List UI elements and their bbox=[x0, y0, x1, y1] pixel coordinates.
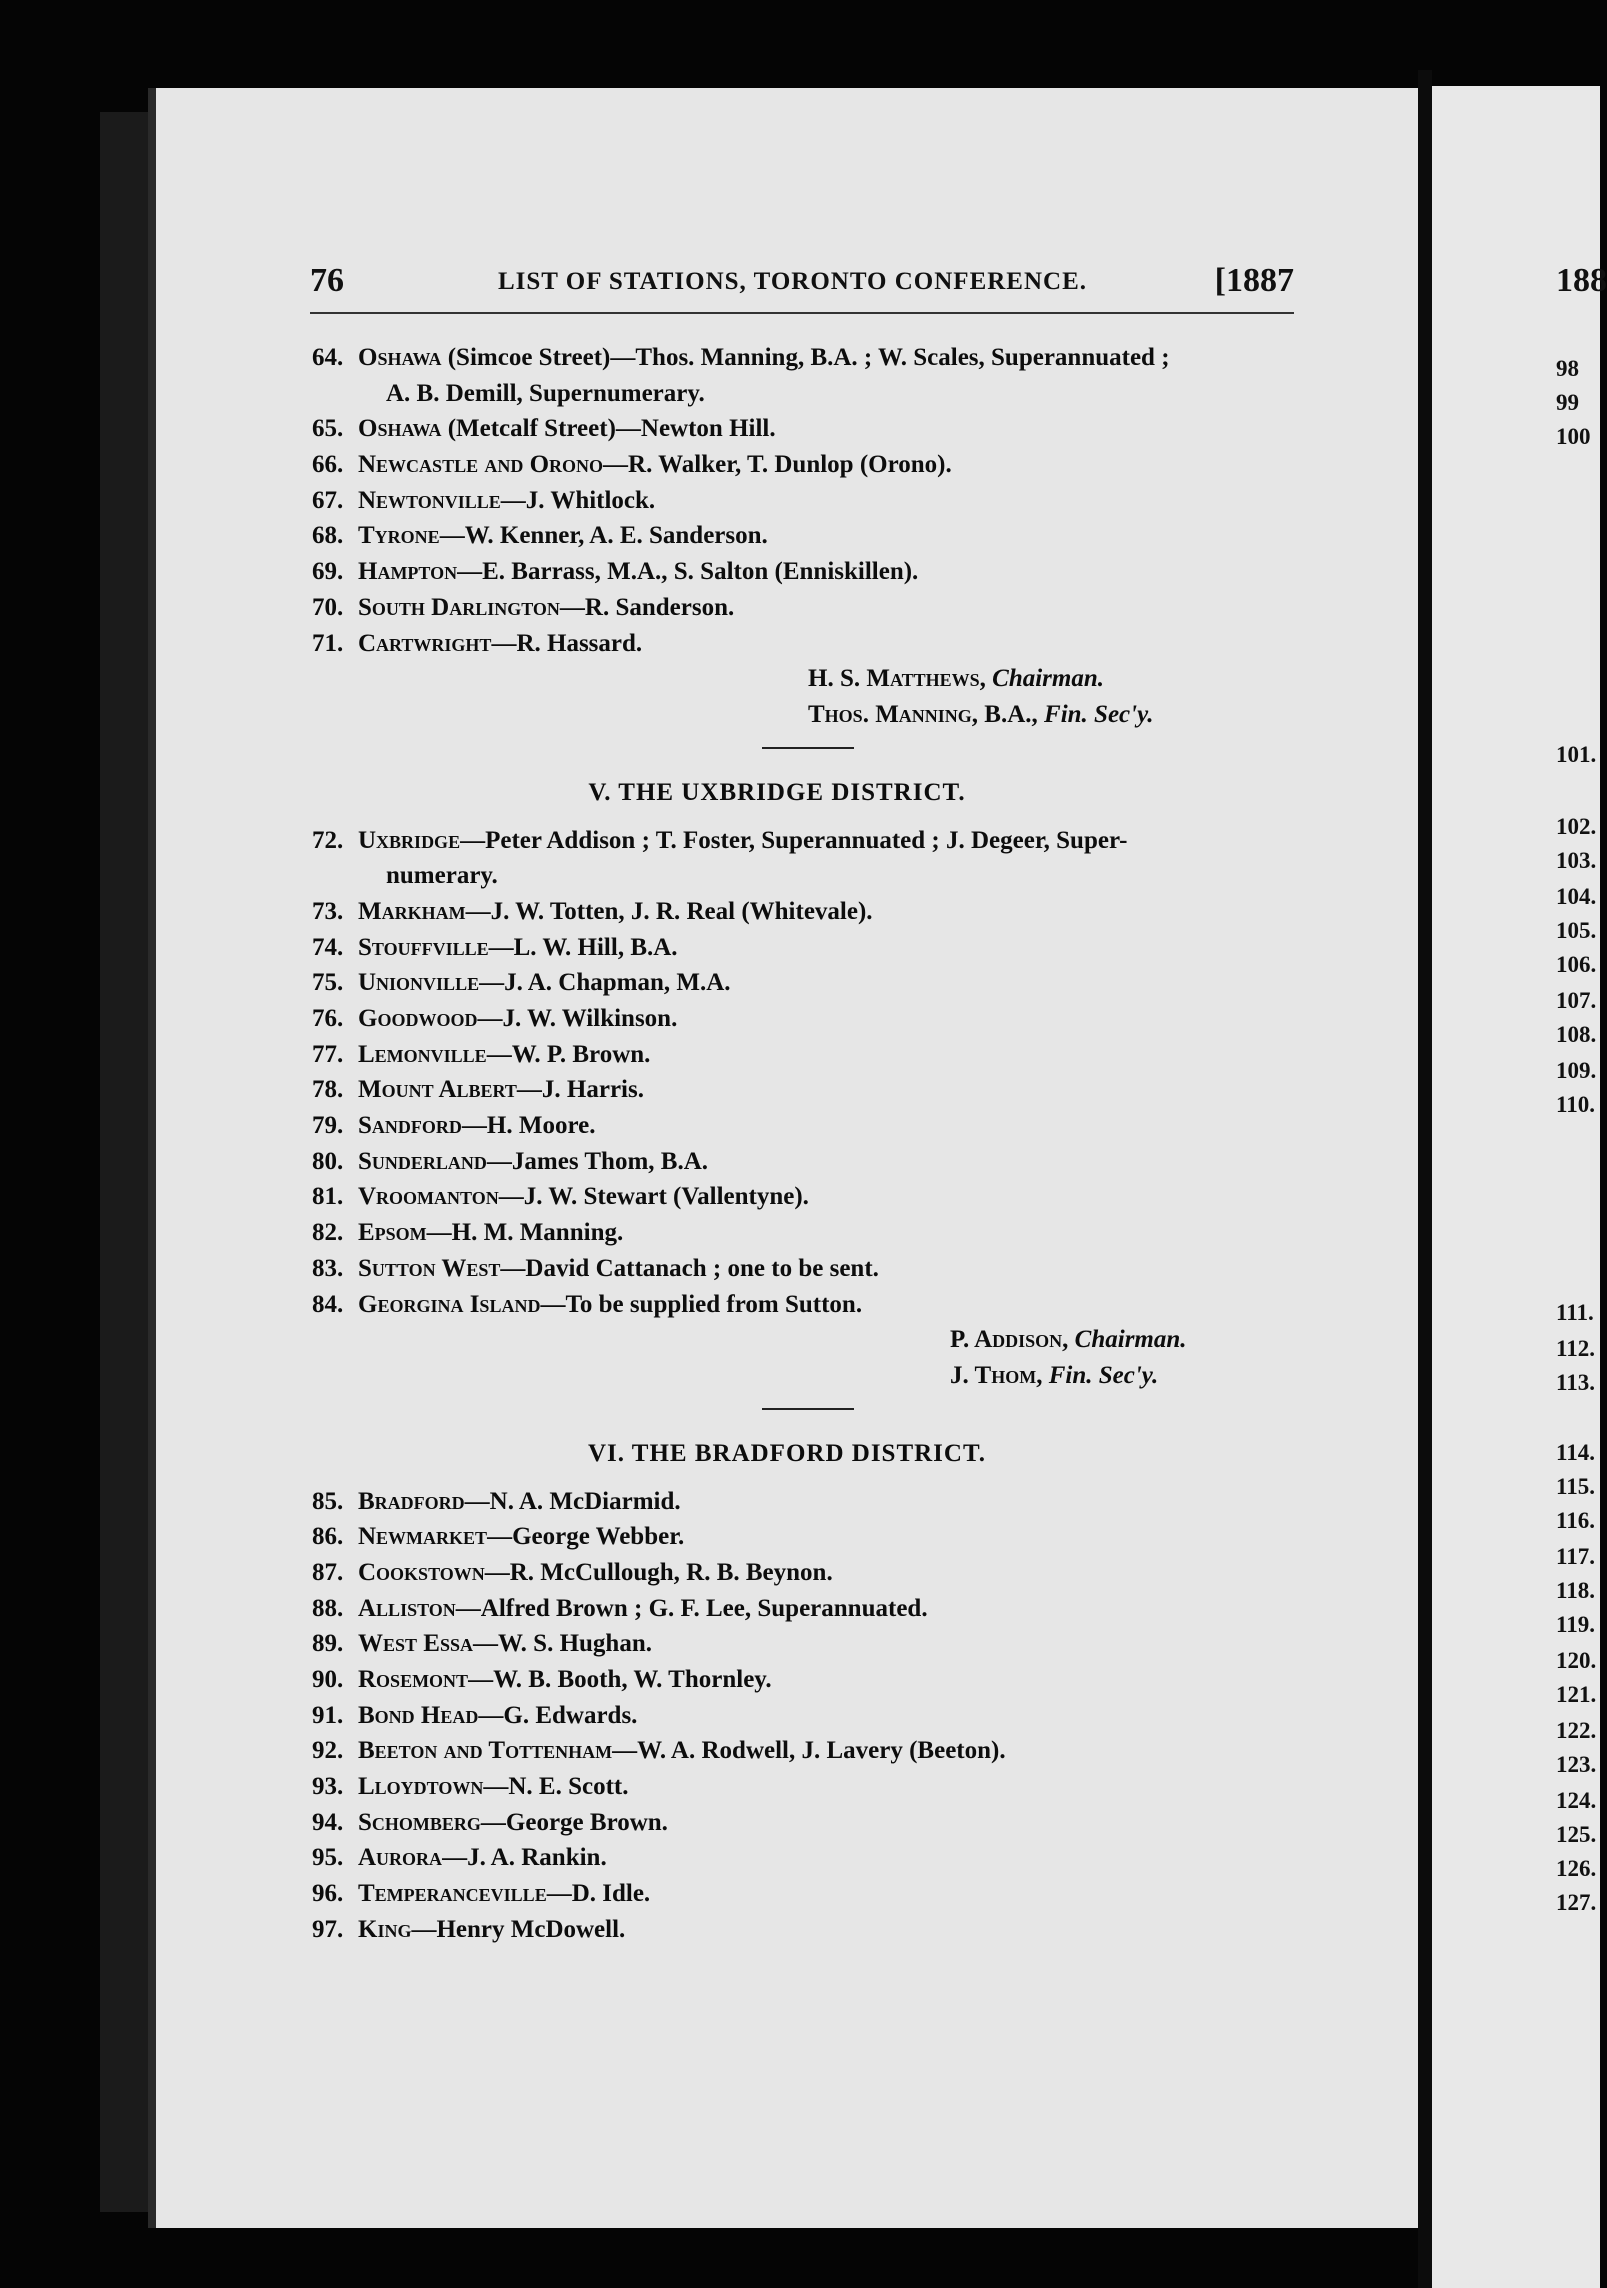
station-name: Aurora bbox=[358, 1844, 443, 1872]
station-entry bbox=[312, 823, 1302, 859]
station-ministers: —David Cattanach ; one to be sent. bbox=[500, 1254, 879, 1282]
station-number: 68. bbox=[312, 522, 344, 550]
station-name: Markham bbox=[358, 897, 466, 925]
station-ministers: —J. A. Chapman, M.A. bbox=[479, 969, 731, 997]
station-name: Cartwright bbox=[358, 629, 492, 657]
right-page-entry-number: 116. bbox=[1556, 1508, 1595, 1533]
station-number: 81. bbox=[312, 1183, 344, 1211]
station-entry bbox=[312, 1144, 1302, 1180]
section-separator bbox=[312, 733, 1302, 763]
station-name: King bbox=[358, 1915, 412, 1943]
station-entry bbox=[312, 590, 1302, 626]
continuation-text: A. B. Demill, Supernumerary. bbox=[386, 379, 705, 407]
entry-continuation bbox=[312, 858, 1302, 894]
station-number: 84. bbox=[312, 1290, 344, 1318]
right-page-entry-number: 98 bbox=[1556, 356, 1579, 381]
right-page-entry-number: 125. bbox=[1556, 1822, 1597, 1847]
right-page-entry-number: 113. bbox=[1556, 1370, 1595, 1395]
station-name: Bradford bbox=[358, 1487, 465, 1515]
stations-list bbox=[312, 340, 1302, 1948]
station-name: Newtonville bbox=[358, 486, 501, 514]
station-number: 89. bbox=[312, 1630, 344, 1658]
station-ministers: —Alfred Brown ; G. F. Lee, Superannuated. bbox=[455, 1594, 928, 1622]
station-number: 86. bbox=[312, 1523, 344, 1551]
district-4-entries bbox=[312, 340, 1302, 661]
entry-continuation bbox=[312, 376, 1302, 412]
station-entry bbox=[312, 1484, 1302, 1520]
section-separator bbox=[312, 1394, 1302, 1424]
right-page-entry-number: 119. bbox=[1556, 1612, 1595, 1637]
right-page-entry-number: 118. bbox=[1556, 1578, 1595, 1603]
right-page-entry-number: 110. bbox=[1556, 1092, 1595, 1117]
station-number: 77. bbox=[312, 1040, 344, 1068]
station-number: 71. bbox=[312, 629, 344, 657]
station-ministers: —D. Idle. bbox=[546, 1880, 651, 1908]
station-number: 67. bbox=[312, 486, 344, 514]
book-edge bbox=[100, 112, 150, 2212]
right-page-entry-number: 112. bbox=[1556, 1336, 1595, 1361]
right-page-entry-number: 107. bbox=[1556, 988, 1597, 1013]
right-page-entry-number: 104. bbox=[1556, 884, 1597, 909]
station-entry bbox=[312, 1912, 1302, 1948]
station-number: 95. bbox=[312, 1844, 344, 1872]
station-entry bbox=[312, 965, 1302, 1001]
district-5-entries bbox=[312, 823, 1302, 1323]
right-page-entry-number: 123. bbox=[1556, 1752, 1597, 1777]
station-ministers: —N. A. McDiarmid. bbox=[464, 1487, 681, 1515]
station-name: West Essa bbox=[358, 1630, 473, 1658]
station-name: Goodwood bbox=[358, 1005, 478, 1032]
station-name: Stouffville bbox=[358, 933, 489, 961]
station-number: 85. bbox=[312, 1487, 344, 1515]
page-number: 76 bbox=[310, 262, 344, 299]
station-entry bbox=[312, 483, 1302, 519]
station-ministers: —W. Kenner, A. E. Sanderson. bbox=[439, 522, 768, 550]
right-page-entry-number: 122. bbox=[1556, 1718, 1597, 1743]
secretary-signature-4: Thos. Manning, B.A., Fin. Sec'y. bbox=[808, 700, 1154, 728]
right-page-entry-number: 117. bbox=[1556, 1544, 1595, 1569]
station-ministers: (Simcoe Street)—Thos. Manning, B.A. ; W. Scales, Superannuated ; bbox=[441, 344, 1170, 371]
station-name: Mount Albert bbox=[358, 1076, 517, 1104]
station-number: 74. bbox=[312, 933, 344, 961]
right-page-entry-number: 105. bbox=[1556, 918, 1597, 943]
station-entry bbox=[312, 626, 1302, 662]
station-entry bbox=[312, 1555, 1302, 1591]
station-number: 75. bbox=[312, 969, 344, 997]
station-name: Oshawa bbox=[358, 415, 442, 443]
station-ministers: —G. Edwards. bbox=[478, 1701, 638, 1729]
district-heading-uxbridge: V. THE UXBRIDGE DISTRICT. bbox=[588, 778, 966, 806]
station-number: 90. bbox=[312, 1666, 344, 1693]
station-ministers: —J. W. Wilkinson. bbox=[477, 1005, 678, 1032]
chairman-signature-4: H. S. Matthews, Chairman. bbox=[808, 665, 1104, 693]
continuation-text: numerary. bbox=[386, 862, 498, 890]
station-ministers: —George Brown. bbox=[480, 1808, 668, 1836]
station-entry bbox=[312, 930, 1302, 966]
station-number: 82. bbox=[312, 1219, 344, 1247]
station-ministers: —J. A. Rankin. bbox=[442, 1844, 607, 1872]
station-number: 65. bbox=[312, 415, 344, 443]
station-name: Sandford bbox=[358, 1112, 462, 1140]
station-ministers: —H. Moore. bbox=[461, 1112, 596, 1140]
right-page-entry-number: 115. bbox=[1556, 1474, 1595, 1499]
secretary-signature-5: J. Thom, Fin. Sec'y. bbox=[950, 1361, 1159, 1389]
page-header bbox=[310, 262, 1294, 302]
station-number: 94. bbox=[312, 1808, 344, 1836]
station-ministers: —L. W. Hill, B.A. bbox=[488, 933, 678, 961]
station-name: South Darlington bbox=[358, 593, 560, 621]
station-entry bbox=[312, 1840, 1302, 1876]
right-page-entry-number: 127. bbox=[1556, 1890, 1597, 1915]
station-number: 69. bbox=[312, 558, 344, 586]
station-entry bbox=[312, 1591, 1302, 1627]
station-number: 76. bbox=[312, 1005, 344, 1032]
right-page-entry-number: 102. bbox=[1556, 814, 1597, 839]
page-title: LIST OF STATIONS, TORONTO CONFERENCE. bbox=[498, 268, 1088, 295]
right-page-numbers bbox=[1556, 0, 1607, 2288]
header-rule bbox=[310, 312, 1294, 314]
station-name: Lloydtown bbox=[358, 1773, 484, 1801]
station-name: Cookstown bbox=[358, 1558, 485, 1586]
station-ministers: —To be supplied from Sutton. bbox=[540, 1290, 863, 1318]
station-ministers: —Henry McDowell. bbox=[411, 1915, 626, 1943]
right-page-entry-number: 101. bbox=[1556, 742, 1597, 767]
station-name: Newmarket bbox=[358, 1523, 488, 1551]
station-number: 92. bbox=[312, 1737, 344, 1765]
station-number: 91. bbox=[312, 1701, 344, 1729]
station-ministers: —R. Hassard. bbox=[491, 629, 643, 657]
station-number: 88. bbox=[312, 1594, 344, 1622]
station-name: Sunderland bbox=[358, 1147, 487, 1175]
station-ministers: —J. W. Stewart (Vallentyne). bbox=[498, 1183, 809, 1211]
station-ministers: —N. E. Scott. bbox=[483, 1773, 629, 1801]
station-ministers: —James Thom, B.A. bbox=[486, 1147, 709, 1175]
station-ministers: —R. Walker, T. Dunlop (Orono). bbox=[603, 451, 952, 479]
station-entry bbox=[312, 1876, 1302, 1912]
station-ministers: —J. Harris. bbox=[516, 1076, 644, 1104]
station-number: 70. bbox=[312, 593, 344, 621]
right-page-entry-number: 121. bbox=[1556, 1682, 1597, 1707]
station-number: 72. bbox=[312, 826, 344, 854]
right-page-entry-number: 100 bbox=[1556, 424, 1591, 449]
station-entry bbox=[312, 1108, 1302, 1144]
right-page-entry-number: 109. bbox=[1556, 1058, 1597, 1083]
station-name: Sutton West bbox=[358, 1254, 501, 1282]
station-entry bbox=[312, 411, 1302, 447]
station-name: Epsom bbox=[358, 1219, 427, 1247]
right-page-entry-number: 120. bbox=[1556, 1648, 1597, 1673]
station-entry bbox=[312, 1072, 1302, 1108]
station-name: Beeton and Tottenham bbox=[358, 1737, 613, 1765]
station-number: 73. bbox=[312, 897, 344, 925]
station-number: 93. bbox=[312, 1773, 344, 1801]
right-page-header: 188 bbox=[1556, 262, 1607, 299]
station-ministers: —W. P. Brown. bbox=[486, 1040, 651, 1068]
station-ministers: —J. W. Totten, J. R. Real (Whitevale). bbox=[465, 897, 873, 925]
station-ministers: —W. A. Rodwell, J. Lavery (Beeton). bbox=[612, 1737, 1006, 1765]
station-ministers: —W. B. Booth, W. Thornley. bbox=[468, 1666, 772, 1693]
station-entry bbox=[312, 554, 1302, 590]
station-name: Lemonville bbox=[358, 1040, 487, 1068]
station-entry bbox=[312, 1287, 1302, 1323]
station-name: Vroomanton bbox=[358, 1183, 499, 1211]
station-entry bbox=[312, 1037, 1302, 1073]
station-name: Georgina Island bbox=[358, 1290, 541, 1318]
station-ministers: —E. Barrass, M.A., S. Salton (Enniskillen). bbox=[457, 558, 919, 586]
right-page-entry-number: 108. bbox=[1556, 1022, 1597, 1047]
station-ministers: (Metcalf Street)—Newton Hill. bbox=[441, 415, 776, 443]
station-name: Uxbridge bbox=[358, 826, 461, 854]
station-entry bbox=[312, 894, 1302, 930]
station-entry bbox=[312, 1001, 1302, 1037]
station-number: 80. bbox=[312, 1147, 344, 1175]
right-page-entry-number: 114. bbox=[1556, 1440, 1595, 1465]
station-name: Newcastle and Orono bbox=[358, 451, 604, 479]
station-entry bbox=[312, 1733, 1302, 1769]
station-number: 78. bbox=[312, 1076, 344, 1104]
station-ministers: —R. Sanderson. bbox=[559, 593, 735, 621]
station-number: 66. bbox=[312, 451, 344, 479]
district-heading-bradford: VI. THE BRADFORD DISTRICT. bbox=[587, 1439, 987, 1467]
station-entry bbox=[312, 1626, 1302, 1662]
station-entry bbox=[312, 1698, 1302, 1734]
right-page-entry-number: 106. bbox=[1556, 952, 1597, 977]
station-entry bbox=[312, 1179, 1302, 1215]
station-ministers: —J. Whitlock. bbox=[500, 486, 656, 514]
station-name: Hampton bbox=[358, 558, 458, 586]
station-entry bbox=[312, 1215, 1302, 1251]
station-ministers: —W. S. Hughan. bbox=[472, 1630, 652, 1658]
page-year: [1887 bbox=[1214, 262, 1294, 299]
station-name: Schomberg bbox=[358, 1808, 481, 1836]
station-entry bbox=[312, 1805, 1302, 1841]
station-entry bbox=[312, 518, 1302, 554]
station-name: Unionville bbox=[358, 969, 480, 997]
book-gutter bbox=[1418, 70, 1432, 2288]
station-name: Rosemont bbox=[358, 1666, 469, 1693]
station-number: 87. bbox=[312, 1558, 344, 1586]
right-page-entry-number: 126. bbox=[1556, 1856, 1597, 1881]
station-name: Alliston bbox=[358, 1594, 456, 1622]
station-number: 96. bbox=[312, 1880, 344, 1908]
station-entry bbox=[312, 1769, 1302, 1805]
station-ministers: —Peter Addison ; T. Foster, Superannuated ; J. Degeer, Super- bbox=[460, 826, 1128, 854]
station-entry bbox=[312, 1519, 1302, 1555]
station-name: Bond Head bbox=[358, 1701, 479, 1729]
station-entry bbox=[312, 340, 1302, 376]
district-6-entries bbox=[312, 1484, 1302, 1948]
station-name: Oshawa bbox=[358, 344, 442, 371]
chairman-signature-5: P. Addison, Chairman. bbox=[950, 1326, 1187, 1354]
station-ministers: —R. McCullough, R. B. Beynon. bbox=[484, 1558, 833, 1586]
station-ministers: —H. M. Manning. bbox=[426, 1219, 624, 1247]
station-entry bbox=[312, 1662, 1302, 1698]
station-number: 97. bbox=[312, 1915, 344, 1943]
right-page-entry-number: 111. bbox=[1556, 1300, 1594, 1325]
station-number: 64. bbox=[312, 344, 344, 371]
station-name: Tyrone bbox=[358, 522, 440, 550]
station-name: Temperanceville bbox=[358, 1880, 547, 1908]
station-entry bbox=[312, 447, 1302, 483]
right-page-entry-number: 103. bbox=[1556, 848, 1597, 873]
station-ministers: —George Webber. bbox=[487, 1523, 685, 1551]
station-number: 83. bbox=[312, 1254, 344, 1282]
right-page-entry-number: 124. bbox=[1556, 1788, 1597, 1813]
right-page-entry-number: 99 bbox=[1556, 390, 1579, 415]
station-number: 79. bbox=[312, 1112, 344, 1140]
station-entry bbox=[312, 1251, 1302, 1287]
